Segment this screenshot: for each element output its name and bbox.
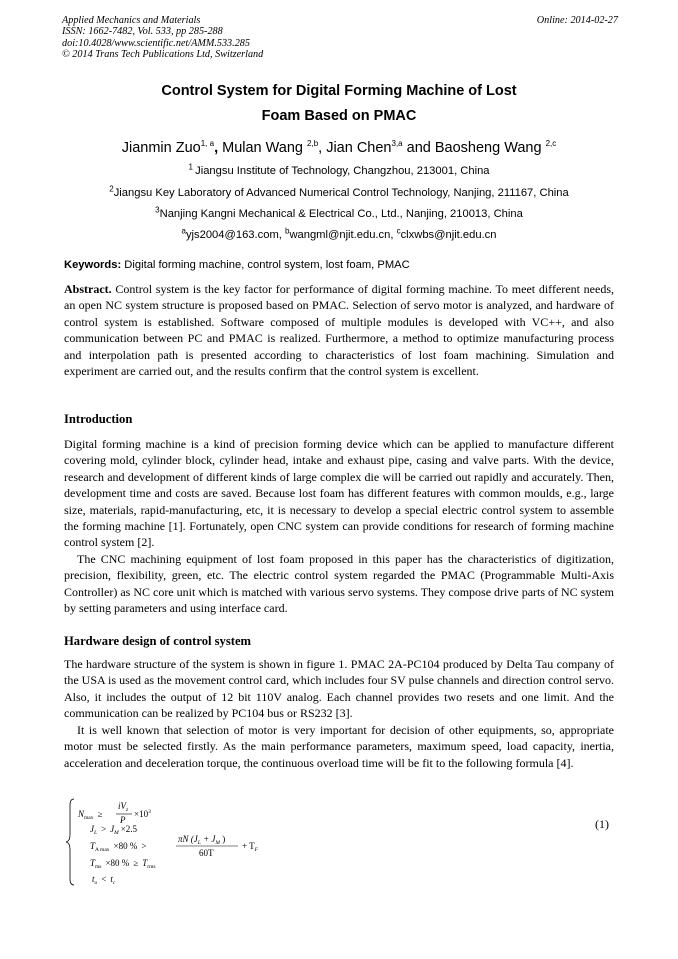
author-sup: 2,c [545,139,557,149]
copyright-line: © 2014 Trans Tech Publications Ltd, Switzerland [62,49,264,61]
formula-line-3-tail: + TF [242,841,259,853]
email-link[interactable]: yjs2004@163.com, [185,229,285,241]
formula-line-1-times: $\times 10^3$ [134,809,151,819]
introduction-paragraph-2: The CNC machining equipment of lost foam proposed in this paper has the characteristics of digitization, precision, flexibility, green, etc. The electric control system regarded the PMAC (Programmable Multi-Axis Controller) as NC core unit which is matched with various servo systems. They compose drive parts of NC system by setting parameters and using interface card. [64,552,615,616]
affiliation-1 [40,162,638,177]
section-heading-introduction: Introduction [64,412,133,426]
journal-header [62,15,618,61]
author-separator: and [402,140,435,156]
section-heading-hardware: Hardware design of control system [64,634,252,648]
introduction-paragraph-1: Digital forming machine is a kind of precision forming device which can be applied to manufacture different covering mold, cylinder block, cylinder head, intake and exhaust pipe, casing and valve parts. With the device, research and development of different kinds of large complex die will be carried out rapidly and accurately. Then, development time and costs are saved. Because lost foam has different features with common moulds, e.g., large size, materials, rapid-manufacturing, etc, it is necessary to develop a special electric control system to assemble the forming machine [1]. Fortunately, open CNC system can provide conditions for research of forming machine control system [2]. [64,437,614,550]
formula-line-4: Tms ×80 % ≥ Trms [90,858,156,870]
author-sup: 1, a [200,139,215,149]
formula-line-3-denominator: 60T [199,848,214,858]
abstract [64,281,614,379]
email-list [40,226,638,241]
author-name: Jianmin Zuo [121,140,201,156]
formula-line-3-numerator: πN (JL + JM ) [178,834,226,846]
formula-line-1-numerator: iVz [118,801,129,813]
author-name: Baosheng Wang [434,140,546,156]
formula-line-2: JL > JM ×2.5 [90,824,138,836]
doi-line: doi:10.4028/www.scientific.net/AMM.533.285 [62,37,250,49]
formula-line-3: TA max ×80 % > [90,841,147,853]
hardware-paragraph-2: It is well known that selection of motor is very important for decision of other equipments, so, appropriate motor must be selected firstly. As the main performance parameters, maximum speed, load capacity, inertia, acceleration and deceleration torque, the continuous overload time will be fit to the following formula [4]. [64,723,614,770]
email-link[interactable]: clxwbs@njit.edu.cn [400,229,497,241]
equation-number: (1) [595,817,609,831]
formula-left-brace [66,799,74,885]
paper-title-line-2: Foam Based on PMAC [261,108,417,124]
formula-1 [66,795,306,890]
author-separator: , [214,140,219,156]
formula-line-1-denominator: P [120,815,126,825]
issn-line: ISSN: 1662-7482, Vol. 533, pp 285-288 [62,26,223,38]
author-list [64,140,614,156]
author-sup: 3,a [391,139,403,149]
email-link[interactable]: wangml@njit.edu.cn, [289,229,397,241]
hardware-paragraph-1: The hardware structure of the system is shown in figure 1. PMAC 2A-PC104 produced by Delta Tau company of the USA is used as the movement control card, which includes four SV pulse channels and direction control servo. Also, it includes the output of 12 bit 110V analog. Each channel provides two resets and one limit. And the communication can be realized by PC104 bus or RS232 [3]. [64,657,614,721]
abstract-text: Control system is the key factor for performance of digital forming machine. To meet different needs, an open NC system structure is proposed based on PMAC. Selection of servo motor is analyzed, and hardware of control system is established. Software composed of multiple modules is developed with VC++, and also communication between PC and PMAC is realized. Furthermore, a method to optimize manufacturing process and interpolation path is presented according to characteristics of lost foam machining. Simulation and experiment are carried out, and the results confirm that the control system is excellent. [64,282,614,379]
email-sup: a [181,226,186,236]
paper-title-line-1: Control System for Digital Forming Machine of Lost [161,83,517,99]
author-separator: , [318,140,327,156]
abstract-label: Abstract. [64,282,112,296]
journal-name: Applied Mechanics and Materials [62,15,201,26]
keywords-label: Keywords: [64,259,122,271]
email-sup: b [284,226,290,236]
email-sup: c [396,226,401,236]
affiliation-2 [40,184,638,199]
online-date: Online: 2014-02-27 [536,15,618,26]
affiliation-sup: 2 [109,184,114,194]
formula-line-1: Nmax ≥ [78,809,103,821]
keywords [64,259,616,271]
affiliation-text: Jiangsu Institute of Technology, Changzhou, 213001, China [195,165,490,177]
formula-line-5: to < tc [92,874,116,886]
affiliation-sup: 1 [188,162,196,172]
author-sup: 2,b [307,139,319,149]
affiliation-3 [40,205,638,220]
affiliation-text: Nanjing Kangni Mechanical & Electrical Co., Ltd., Nanjing, 210013, China [159,208,523,220]
affiliation-text: Jiangsu Key Laboratory of Advanced Numerical Control Technology, Nanjing, 211167, China [113,187,569,199]
author-name: Mulan Wang [222,140,308,156]
affiliation-sup: 3 [155,205,160,215]
keywords-text: Digital forming machine, control system, lost foam, PMAC [121,259,410,271]
author-name: Jian Chen [326,140,392,156]
